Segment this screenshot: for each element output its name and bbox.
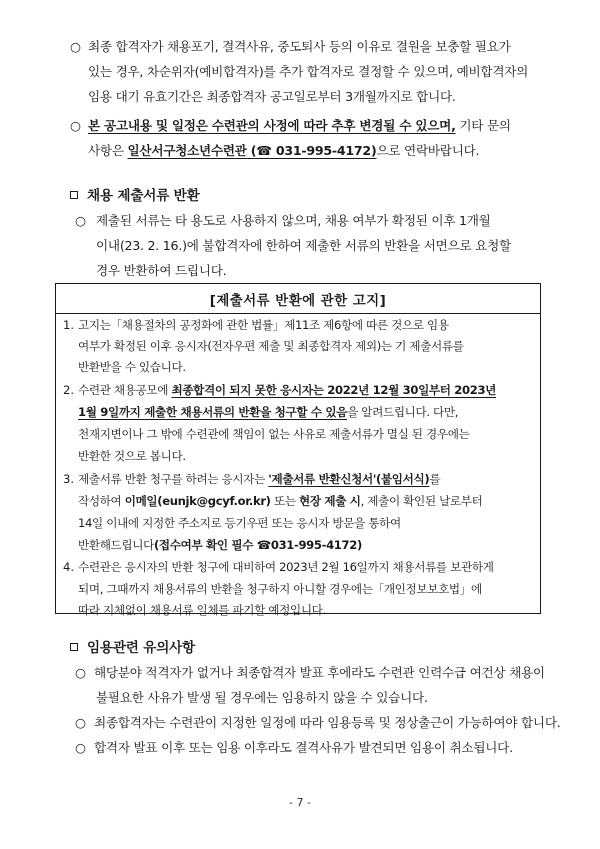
notice-title: [제출서류 반환에 관한 고지] [209,294,387,309]
notice-item-number: 2. [63,383,75,397]
list-item: 해당분야 적격자가 없거나 최종합격자 발표 후에라도 수련관 인력수급 여건상 채용이 불필요한 사유가 발생 될 경우에는 임용하지 않을 수 있습니다. [94,665,545,705]
list-item: 합격자 발표 이후 또는 임용 이후라도 결격사유가 발견되면 임용이 취소됩니다. [94,740,513,755]
bullet-circle: ○ [75,740,86,755]
bullet-circle: ○ [75,715,86,730]
paragraph-alternate-candidate: 최종 합격자가 채용포기, 결격사유, 중도퇴사 등의 이유로 결원을 보충할 필요가 있는 경우, 차순위자(예비합격자)를 추가 합격자로 결정할 수 있으며, 예비합격자의 임용 대기 유효기간은 최종합격자 공고일로부터 3개월까지로 합니다. [88,39,529,104]
notice-item-number: 4. [63,560,75,574]
contact-info: 일산서구청소년수련관 (☎ 031-995-4172) [127,143,377,158]
bullet-circle: ○ [75,665,86,680]
section-heading-appointment: 임용관련 유의사항 [70,637,195,659]
paragraph-document-return: 제출된 서류는 타 용도로 사용하지 않으며, 채용 여부가 확정된 이후 1개월 이내(23. 2. 16.)에 불합격자에 한하여 제출한 서류의 반환을 서면으로 요청할 경우 반환하여 드립니다. [96,213,511,278]
receipt-check-phone: (접수여부 확인 필수 ☎031-995-4172) [153,538,362,552]
return-claim-period: 최종합격이 되지 못한 응시자는 2022년 12월 30일부터 2023년 [171,383,497,397]
paragraph-schedule-change: 본 공고내용 및 일정은 수련관의 사정에 따라 추후 변경될 수 있으며, 기타 문의 사항은 일산서구청소년수련관 (☎ 031-995-4172)으로 연락바랍니다. [88,118,511,158]
notice-item-number: 1. [63,318,75,332]
email-address: 이메일(eunjk@gcyf.or.kr) [124,494,271,508]
bullet-circle: ○ [75,213,86,228]
notice-box: [제출서류 반환에 관한 고지] 1. 고지는「채용절차의 공정화에 관한 법률」제11조 제6항에 따른 것으로 임용 여부가 확정된 이후 응시자(전자우편 제출 및 최종합격자 제외)는 기 제출서류를 반환받을 수 있습니다. 2. 수련관 채용공모에 최종합격이 되지 못한 응시자는 2022년 12월 30일부터 2023년 1월 9일까지 제출한 채용서류의 반환을 청구할 수 있음을 알려드립니다. 다만, 천재지변이나 그 밖에 수련관에 책임이 없는 사유로 제출서류가 멸실 된 경우에는 반환한 것으로 봅니다. 3. 제출서류 반환 청구를 하려는 응시자는 '제출서류 반환신청서'(붙임서식)를 작성하여 이메일(eunjk@gcyf.or.kr) 또는 현장 제출 시, 제출이 확인된 날로부터 14일 이내에 지정한 주소지로 등기우편 또는 응시자 방문을 통하여 반환해드립니다(접수여부 확인 필수 ☎031-995-4172) 4. 수련관은 응시자의 반환 청구에 대비하여 2023년 2월 16일까지 채용서류를 보관하게 되며, 그때까지 채용서류의 반환을 청구하지 아니할 경우에는「개인정보보호법」에 따라 지체없이 채용서류 일체를 파기할 예정입니다. [55,283,541,614]
square-bullet-icon [70,191,78,199]
bullet-circle: ○ [70,39,81,54]
return-form-name: '제출서류 반환신청서'(붙임서식) [268,472,430,486]
page-number: - 7 - [289,796,311,809]
list-item: 최종합격자는 수련관이 지정한 일정에 따라 임용등록 및 정상출근이 가능하여야 합니다. [94,715,561,730]
section-heading-document-return: 채용 제출서류 반환 [70,185,200,207]
bullet-circle: ○ [70,118,81,133]
square-bullet-icon [70,643,78,651]
notice-change-text: 본 공고내용 및 일정은 수련관의 사정에 따라 추후 변경될 수 있으며, [88,118,456,133]
notice-item-number: 3. [63,472,75,486]
